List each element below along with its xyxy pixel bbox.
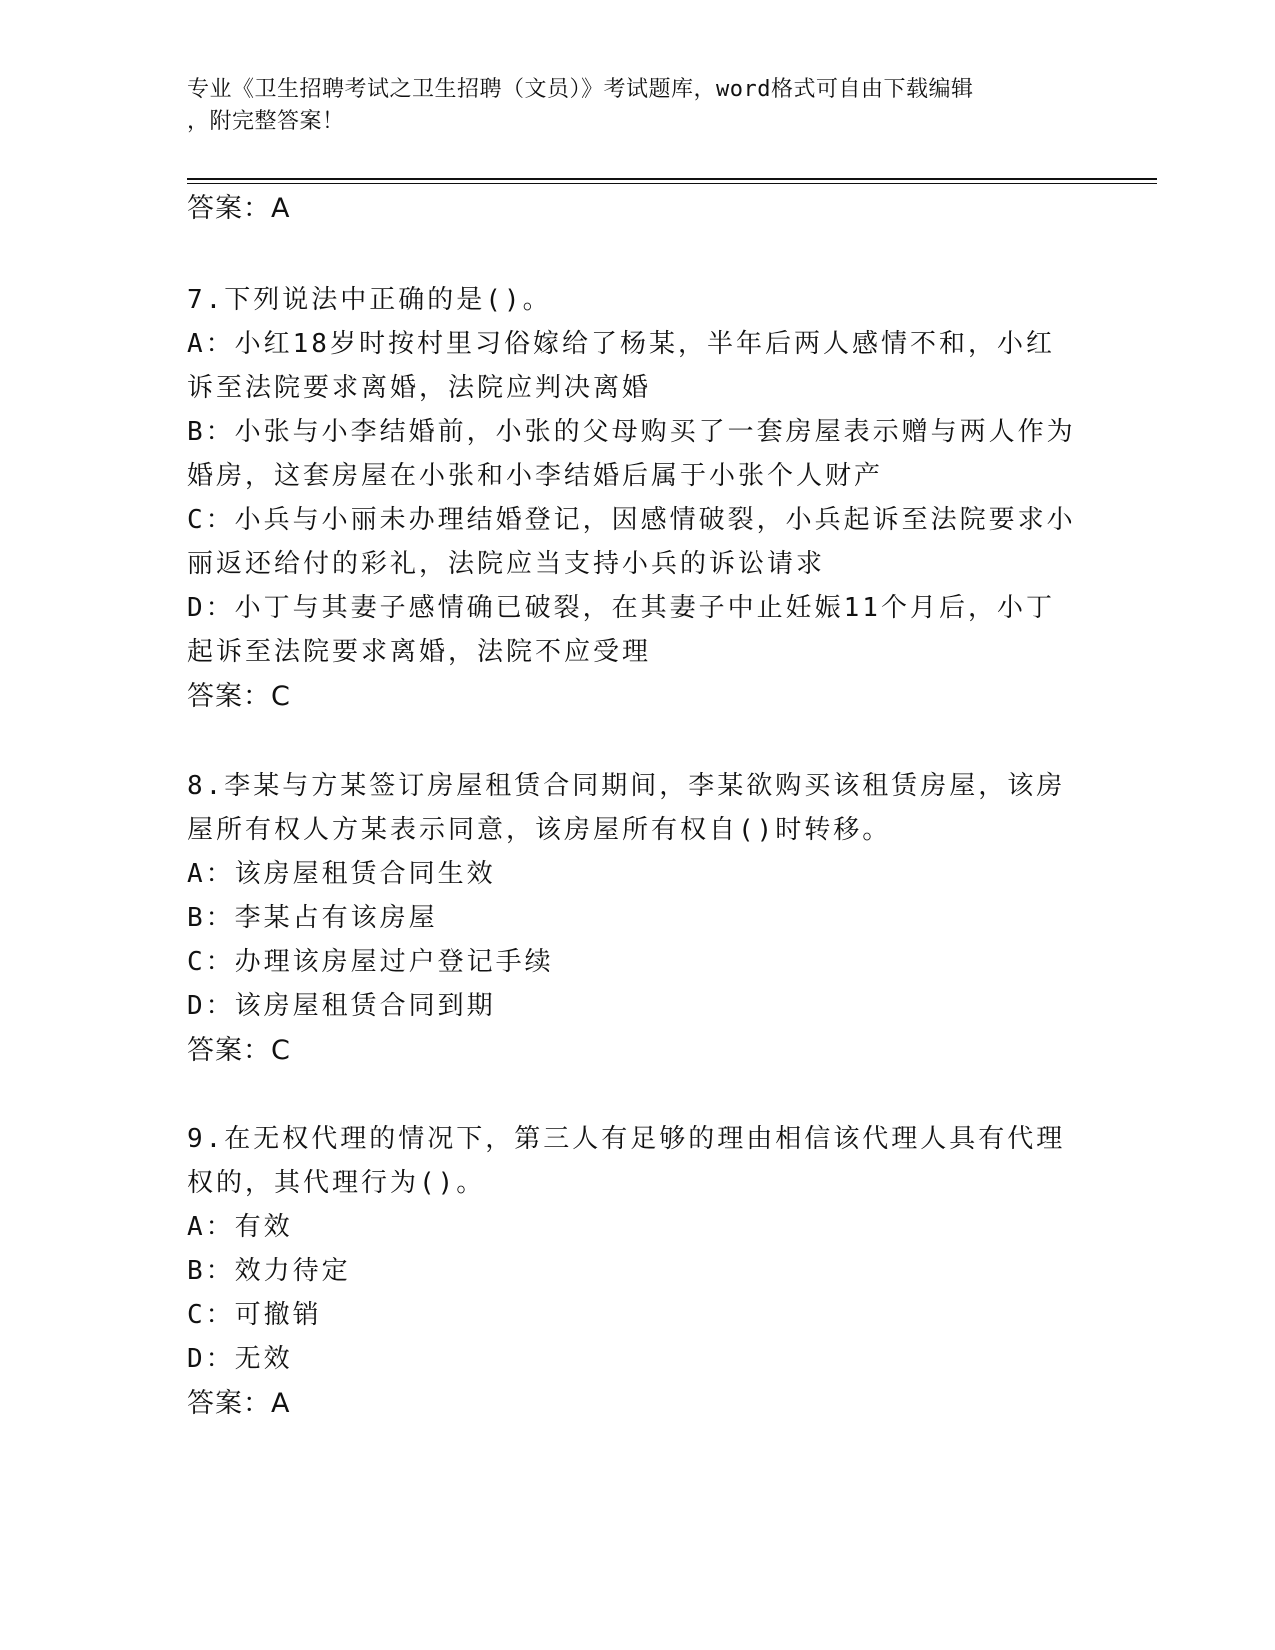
question-9-stem-cont: 权的，其代理行为()。	[187, 1168, 486, 1198]
header-divider-thick	[187, 178, 1157, 180]
question-9-option-a: A：有效	[187, 1212, 293, 1242]
question-7-option-a-cont: 诉至法院要求离婚，法院应判决离婚	[187, 373, 652, 403]
question-9-answer: 答案：A	[187, 1388, 291, 1419]
question-9-option-c: C：可撤销	[187, 1300, 322, 1330]
question-7-option-c-cont: 丽返还给付的彩礼，法院应当支持小兵的诉讼请求	[187, 549, 826, 579]
question-8-option-b: B：李某占有该房屋	[187, 903, 438, 933]
question-8-option-d: D：该房屋租赁合同到期	[187, 991, 496, 1021]
question-7-option-a: A：小红18岁时按村里习俗嫁给了杨某，半年后两人感情不和，小红	[187, 329, 1055, 359]
question-7-answer: 答案：C	[187, 681, 291, 712]
header-line-1: 专业《卫生招聘考试之卫生招聘（文员）》考试题库，word格式可自由下载编辑	[187, 77, 974, 102]
question-7-option-d: D：小丁与其妻子感情确已破裂，在其妻子中止妊娠11个月后，小丁	[187, 593, 1055, 623]
question-7-stem: 7.下列说法中正确的是()。	[187, 285, 552, 315]
question-8-answer: 答案：C	[187, 1035, 291, 1066]
answer-line: 答案：A	[187, 193, 291, 224]
question-7-option-b: B：小张与小李结婚前，小张的父母购买了一套房屋表示赠与两人作为	[187, 417, 1076, 447]
question-8-stem: 8.李某与方某签订房屋租赁合同期间，李某欲购买该租赁房屋，该房	[187, 771, 1066, 801]
question-8-option-a: A：该房屋租赁合同生效	[187, 859, 496, 889]
question-7-option-b-cont: 婚房，这套房屋在小张和小李结婚后属于小张个人财产	[187, 461, 884, 491]
header-line-2: ，附完整答案！	[187, 109, 345, 134]
question-7-option-c: C：小兵与小丽未办理结婚登记，因感情破裂，小兵起诉至法院要求小	[187, 505, 1076, 535]
document-header	[187, 74, 1067, 138]
question-8-stem-cont: 屋所有权人方某表示同意，该房屋所有权自()时转移。	[187, 815, 892, 845]
question-9-option-b: B：效力待定	[187, 1256, 351, 1286]
header-divider-thin	[187, 183, 1157, 184]
question-9-option-d: D：无效	[187, 1344, 293, 1374]
question-9-stem: 9.在无权代理的情况下，第三人有足够的理由相信该代理人具有代理	[187, 1124, 1066, 1154]
question-8-option-c: C：办理该房屋过户登记手续	[187, 947, 554, 977]
question-7-option-d-cont: 起诉至法院要求离婚，法院不应受理	[187, 637, 652, 667]
